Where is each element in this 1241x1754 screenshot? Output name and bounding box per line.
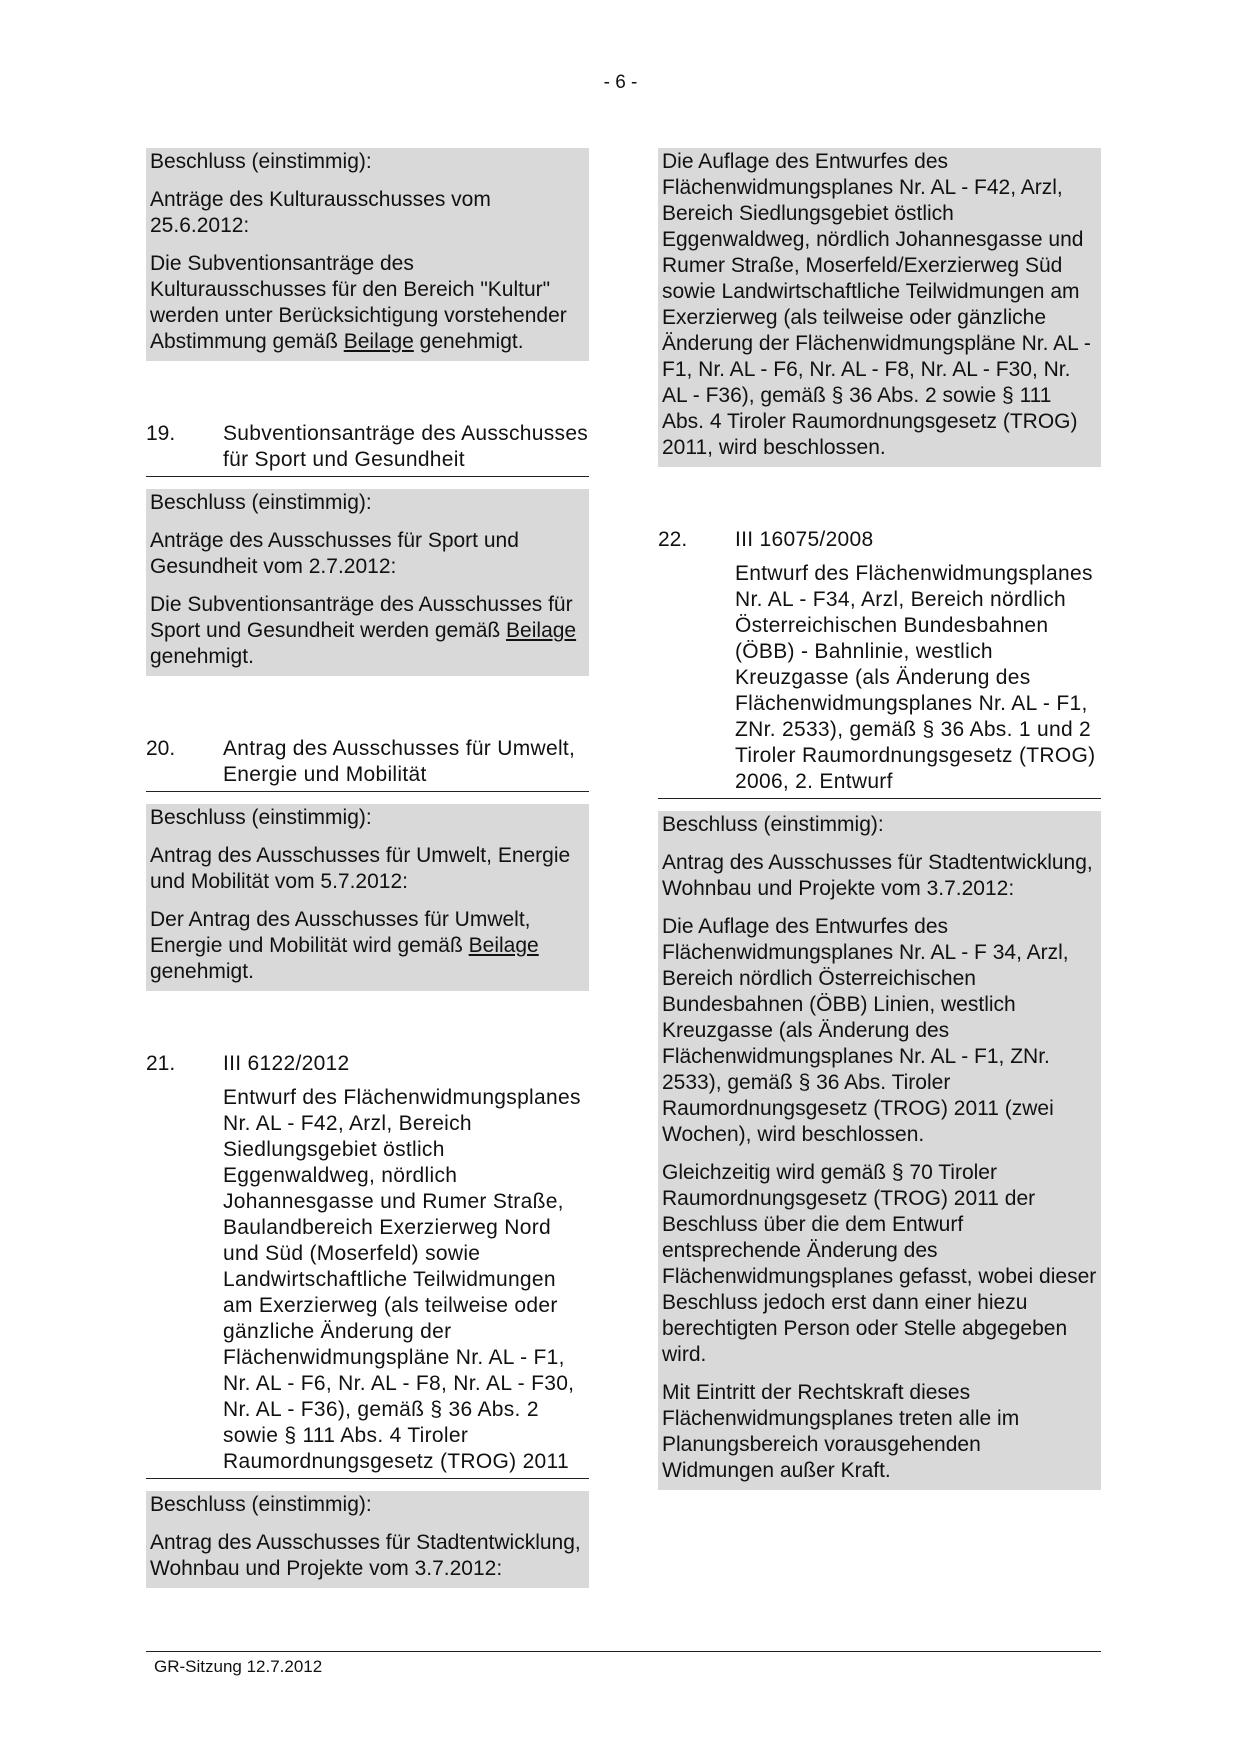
item-number: 22. <box>658 528 688 551</box>
resolution-heading: Beschluss (einstimmig): <box>150 491 372 514</box>
footer: GR-Sitzung 12.7.2012 <box>154 1657 323 1676</box>
resolution-block-21 <box>146 1491 589 1588</box>
resolution-text: Die Auflage des Entwurfes des Flächenwidmungsplanes Nr. AL - F42, Arzl, Bereich Siedlungsgebiet östlich Eggenwaldweg, nördlich Johannesgasse und Rumer Straße, Moserfeld/Exerzierweg Süd sowie Landwirtschaftliche Teilwidmungen am Exerzierweg (als teilweise oder gänzliche Änderung der Flächenwidmungspläne Nr. AL - F1, Nr. AL - F6, Nr. AL - F8, Nr. AL - F30, Nr. AL - F36), gemäß § 36 Abs. 2 sowie § 111 Abs. 4 Tiroler Raumordnungsgesetz (TROG) 2011, wird beschlossen. <box>662 150 1091 459</box>
resolution-text-part: Die Subventionsanträge des Kulturausschusses für den Bereich "Kultur" werden unter Berücksichtigung vorstehender Abstimmung gemäß <box>150 252 567 353</box>
resolution-heading: Beschluss (einstimmig): <box>150 150 372 173</box>
resolution-request: Anträge des Kulturausschusses vom 25.6.2012: <box>150 188 491 237</box>
resolution-text: Gleichzeitig wird gemäß § 70 Tiroler Raumordnungsgesetz (TROG) 2011 der Beschluss über die dem Entwurf entsprechende Änderung des Flächenwidmungsplanes gefasst, wobei dieser Beschluss jedoch erst dann einer hiezu berechtigten Person oder Stelle abgegeben wird. <box>662 1161 1097 1366</box>
item-description: Entwurf des Flächenwidmungsplanes Nr. AL - F34, Arzl, Bereich nördlich Österreichischen Bundesbahnen (ÖBB) - Bahnlinie, westlich Kreuzgasse (als Änderung des Flächenwidmungsplanes Nr. AL - F1, ZNr. 2533), gemäß § 36 Abs. 1 und 2 Tiroler Raumordnungsgesetz (TROG) 2006, 2. Entwurf <box>735 562 1096 793</box>
beilage-link[interactable]: Beilage <box>506 619 577 642</box>
resolution-block-environment <box>146 804 589 991</box>
resolution-text-part: genehmigt. <box>413 330 524 353</box>
agenda-item-21 <box>146 1051 589 1479</box>
left-column <box>146 148 589 1588</box>
resolution-request: Antrag des Ausschusses für Umwelt, Energie und Mobilität vom 5.7.2012: <box>150 844 571 893</box>
resolution-text-part: Die Subventionsanträge des Ausschusses für Sport und Gesundheit werden gemäß <box>150 593 573 642</box>
item-number: 21. <box>146 1052 176 1075</box>
resolution-text: Die Auflage des Entwurfes des Flächenwidmungsplanes Nr. AL - F 34, Arzl, Bereich nördlich Österreichischen Bundesbahnen (ÖBB) Linien, westlich Kreuzgasse (als Änderung des Flächenwidmungsplanes Nr. AL - F1, ZNr. 2533), gemäß § 36 Abs. Tiroler Raumordnungsgesetz (TROG) 2011 (zwei Wochen), wird beschlossen. <box>662 915 1069 1146</box>
beilage-link[interactable]: Beilage <box>468 934 539 957</box>
item-number: 20. <box>146 737 176 760</box>
resolution-text-part: genehmigt. <box>150 960 254 983</box>
item-reference: III 6122/2012 <box>223 1052 350 1075</box>
resolution-text-part: Der Antrag des Ausschusses für Umwelt, Energie und Mobilität wird gemäß <box>150 908 531 957</box>
resolution-text <box>150 251 585 355</box>
resolution-block-22 <box>658 811 1101 1490</box>
resolution-text-part: genehmigt. <box>150 645 254 668</box>
resolution-block-culture <box>146 148 589 361</box>
agenda-item-19 <box>146 421 589 477</box>
agenda-item-22 <box>658 527 1101 799</box>
resolution-text <box>150 907 585 985</box>
resolution-request: Antrag des Ausschusses für Stadtentwicklung, Wohnbau und Projekte vom 3.7.2012: <box>662 851 1093 900</box>
page-number: - 6 - <box>603 72 638 93</box>
resolution-text <box>150 592 585 670</box>
resolution-heading: Beschluss (einstimmig): <box>662 813 884 836</box>
item-number: 19. <box>146 422 176 445</box>
agenda-item-20 <box>146 736 589 792</box>
right-column <box>658 148 1101 1490</box>
item-description: Entwurf des Flächenwidmungsplanes Nr. AL - F42, Arzl, Bereich Siedlungsgebiet östlich Eggenwaldweg, nördlich Johannesgasse und Rumer Straße, Baulandbereich Exerzierweg Nord und Süd (Moserfeld) sowie Landwirtschaftliche Teilwidmungen am Exerzierweg (als teilweise oder gänzliche Änderung der Flächenwidmungspläne Nr. AL - F1, Nr. AL - F6, Nr. AL - F8, Nr. AL - F30, Nr. AL - F36), gemäß § 36 Abs. 2 sowie § 111 Abs. 4 Tiroler Raumordnungsgesetz (TROG) 2011 <box>223 1086 581 1473</box>
item-title: Antrag des Ausschusses für Umwelt, Energie und Mobilität <box>223 737 576 786</box>
footer-divider <box>146 1651 1101 1652</box>
resolution-text: Mit Eintritt der Rechtskraft dieses Flächenwidmungsplanes treten alle im Planungsbereich vorausgehenden Widmungen außer Kraft. <box>662 1381 1020 1482</box>
resolution-heading: Beschluss (einstimmig): <box>150 806 372 829</box>
resolution-block-21-continued <box>658 148 1101 467</box>
beilage-link[interactable]: Beilage <box>343 330 414 353</box>
resolution-heading: Beschluss (einstimmig): <box>150 1493 372 1516</box>
item-title: Subventionsanträge des Ausschusses für Sport und Gesundheit <box>223 422 589 471</box>
item-reference: III 16075/2008 <box>735 528 874 551</box>
resolution-request: Anträge des Ausschusses für Sport und Gesundheit vom 2.7.2012: <box>150 529 519 578</box>
resolution-block-sport <box>146 489 589 676</box>
resolution-request: Antrag des Ausschusses für Stadtentwicklung, Wohnbau und Projekte vom 3.7.2012: <box>150 1531 581 1580</box>
